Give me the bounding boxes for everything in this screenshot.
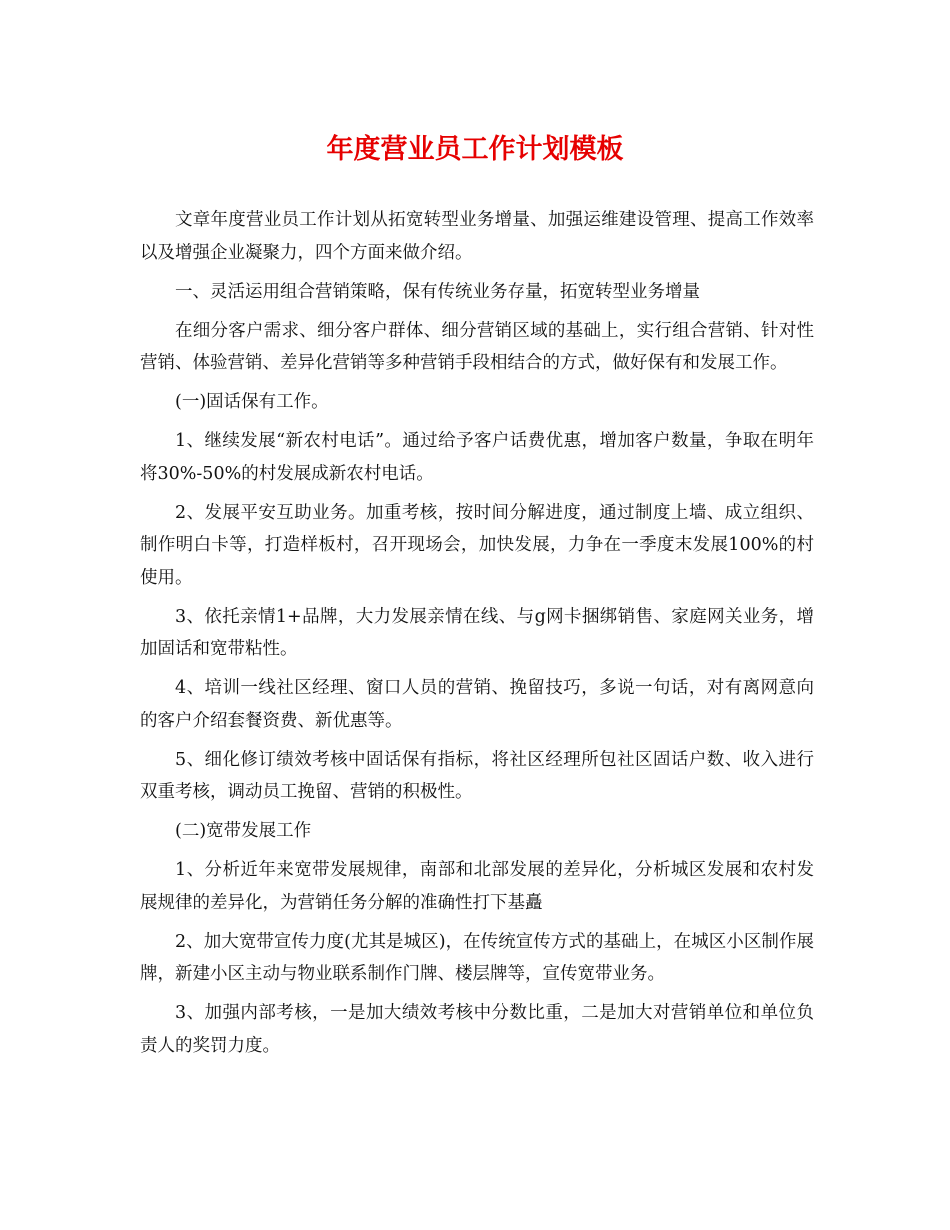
paragraph-intro: 文章年度营业员工作计划从拓宽转型业务增量、加强运维建设管理、提高工作效率以及增强企业凝聚力，四个方面来做介绍。 [140,210,814,263]
list-item: 4、培训一线社区经理、窗口人员的营销、挽留技巧，多说一句话，对有离网意向的客户介绍套餐资费、新优惠等。 [140,678,814,731]
document-title: 年度营业员工作计划模板 [326,134,624,165]
paragraph: 在细分客户需求、细分客户群体、细分营销区域的基础上，实行组合营销、针对性营销、体验营销、差异化营销等多种营销手段相结合的方式，做好保有和发展工作。 [140,320,814,373]
list-item: 1、继续发展“新农村电话”。通过给予客户话费优惠，增加客户数量，争取在明年将30%-50%的村发展成新农村电话。 [140,431,814,484]
section-heading-1: 一、灵活运用组合营销策略，保有传统业务存量，拓宽转型业务增量 [175,281,700,302]
list-item: 5、细化修订绩效考核中固话保有指标，将社区经理所包社区固话户数、收入进行双重考核，调动员工挽留、营销的积极性。 [140,749,814,802]
subsection-heading-1: (一)固话保有工作。 [175,392,329,412]
list-item: 3、依托亲情1+品牌，大力发展亲情在线、与g网卡捆绑销售、家庭网关业务，增加固话和宽带粘性。 [140,606,814,659]
list-item: 2、加大宽带宣传力度(尤其是城区)，在传统宣传方式的基础上，在城区小区制作展牌，新建小区主动与物业联系制作门牌、楼层牌等，宣传宽带业务。 [140,931,814,984]
list-item: 2、发展平安互助业务。加重考核，按时间分解进度，通过制度上墙、成立组织、制作明白卡等，打造样板村，召开现场会，加快发展，力争在一季度末发展100%的村使用。 [140,502,814,588]
document-body [140,204,814,1069]
list-item: 3、加强内部考核，一是加大绩效考核中分数比重，二是加大对营销单位和单位负责人的奖罚力度。 [140,1003,814,1056]
subsection-heading-2: (二)宽带发展工作 [175,821,312,841]
list-item: 1、分析近年来宽带发展规律，南部和北部发展的差异化，分析城区发展和农村发展规律的差异化，为营销任务分解的准确性打下基矗 [140,860,814,913]
